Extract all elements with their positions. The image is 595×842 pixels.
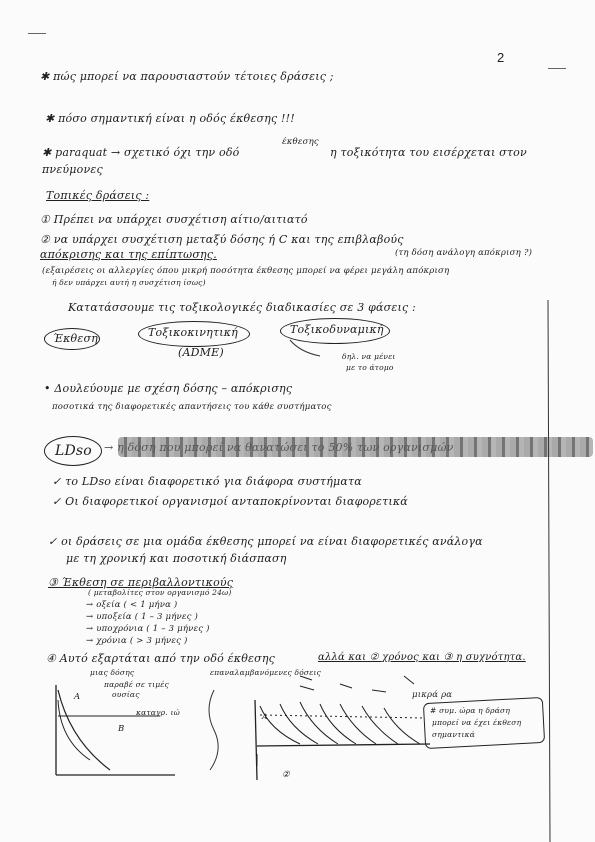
note-line: ④ Αυτό εξαρτάται από την οδό έκθεσης xyxy=(46,652,275,665)
note-line: (ADME) xyxy=(178,346,224,359)
note-line: έκθεσης xyxy=(282,137,319,147)
note-line: ( μεταβολίτες στον οργανισμό 24ω) xyxy=(88,588,232,597)
note-line: → οξεία ( < 1 μήνα ) xyxy=(86,600,178,610)
note-line: πνεύμονες xyxy=(42,163,103,176)
note-line: απόκρισης και της επίπτωσης. xyxy=(40,248,217,261)
note-line: (τη δόση ανάλογη απόκριση ?) xyxy=(395,248,533,258)
note-line: επαναλαμβανόμενες δόσεις xyxy=(210,668,321,677)
note-line: ποσοτικά της διαφορετικές απαντήσεις του κάθε συστήματος xyxy=(52,402,332,412)
graph-label: καταγρ. ιώ xyxy=(136,708,180,717)
note-line: ουσίας xyxy=(112,690,140,699)
section-heading: • Δουλεύουμε με σχέση δόσης – απόκρισης xyxy=(44,382,293,395)
graph-label: B xyxy=(118,724,125,734)
note-line: ② να υπάρχει συσχέτιση μεταξύ δόσης ή C και της επιβλαβούς xyxy=(40,233,404,246)
note-line: με τη χρονική και ποσοτική διάσπαση xyxy=(66,552,287,565)
note-line: → χρόνια ( > 3 μήνες ) xyxy=(86,636,188,646)
note-line: ③ Έκθεση σε περιβαλλοντικούς xyxy=(48,576,234,589)
graph-label: A xyxy=(74,692,81,702)
bubble-label: Τοξικοδυναμική xyxy=(290,323,384,336)
note-line: # συμ. ώρα η δράση xyxy=(430,706,511,715)
note-line: ✱ πόσο σημαντική είναι η οδός έκθεσης !!! xyxy=(45,112,295,125)
bubble-label: Έκθεση xyxy=(53,332,98,345)
note-line: ① Πρέπει να υπάρχει συσχέτιση αίτιο/αιτιατό xyxy=(40,213,308,226)
section-heading: Τοπικές δράσεις : xyxy=(46,189,150,202)
note-line: → η δόση που μπορεί να θανατώσει το 50% των οργανισμών xyxy=(104,441,454,454)
note-line: με το άτομο xyxy=(346,363,394,372)
note-line: σημαντικά xyxy=(432,730,475,739)
note-line: ✓ οι δράσεις σε μια ομάδα έκθεσης μπορεί να είναι διαφορετικές ανάλογα xyxy=(48,535,483,548)
note-line: η τοξικότητα του εισέρχεται στον xyxy=(330,146,527,159)
note-line: αλλά και ② χρόνος και ③ η συχνότητα. xyxy=(318,652,526,663)
note-line: ✱ πώς μπορεί να παρουσιαστούν τέτοιες δράσεις ; xyxy=(40,70,334,83)
page-number: 2 xyxy=(497,50,505,65)
note-line: δηλ. να μένει xyxy=(342,352,396,361)
graph-label: A xyxy=(262,712,268,721)
note-line: μπορεί να έχει έκθεση xyxy=(432,718,522,727)
note-line: ✱ paraquat → σχετικό όχι την οδό xyxy=(42,146,240,159)
note-line: παραβέ σε τιμές xyxy=(104,680,169,689)
note-line: → υποξεία ( 1 – 3 μήνες ) xyxy=(86,612,199,622)
note-line: μιας δόσης xyxy=(90,668,135,677)
note-line: → υποχρόνια ( 1 – 3 μήνες ) xyxy=(86,624,210,634)
note-line: Κατατάσσουμε τις τοξικολογικές διαδικασίες σε 3 φάσεις : xyxy=(68,301,416,314)
ld50-label: LDso xyxy=(55,443,92,459)
note-line: ✓ Οι διαφορετικοί οργανισμοί ανταποκρίνονται διαφορετικά xyxy=(52,495,408,508)
note-line: (εξαιρέσεις οι αλλεργίες όπου μικρή ποσότητα έκθεσης μπορεί να φέρει μεγάλη απόκριση xyxy=(42,266,450,276)
bubble-label: Τοξικοκινητική xyxy=(148,326,238,339)
note-line: ✓ το LDso είναι διαφορετικό για διάφορα συστήματα xyxy=(52,475,362,488)
graph-label: μικρά ρα xyxy=(412,690,453,700)
note-line: ή δεν υπάρχει αυτή η συσχέτιση ίσως) xyxy=(52,278,206,287)
circled-number: ② xyxy=(282,770,290,780)
